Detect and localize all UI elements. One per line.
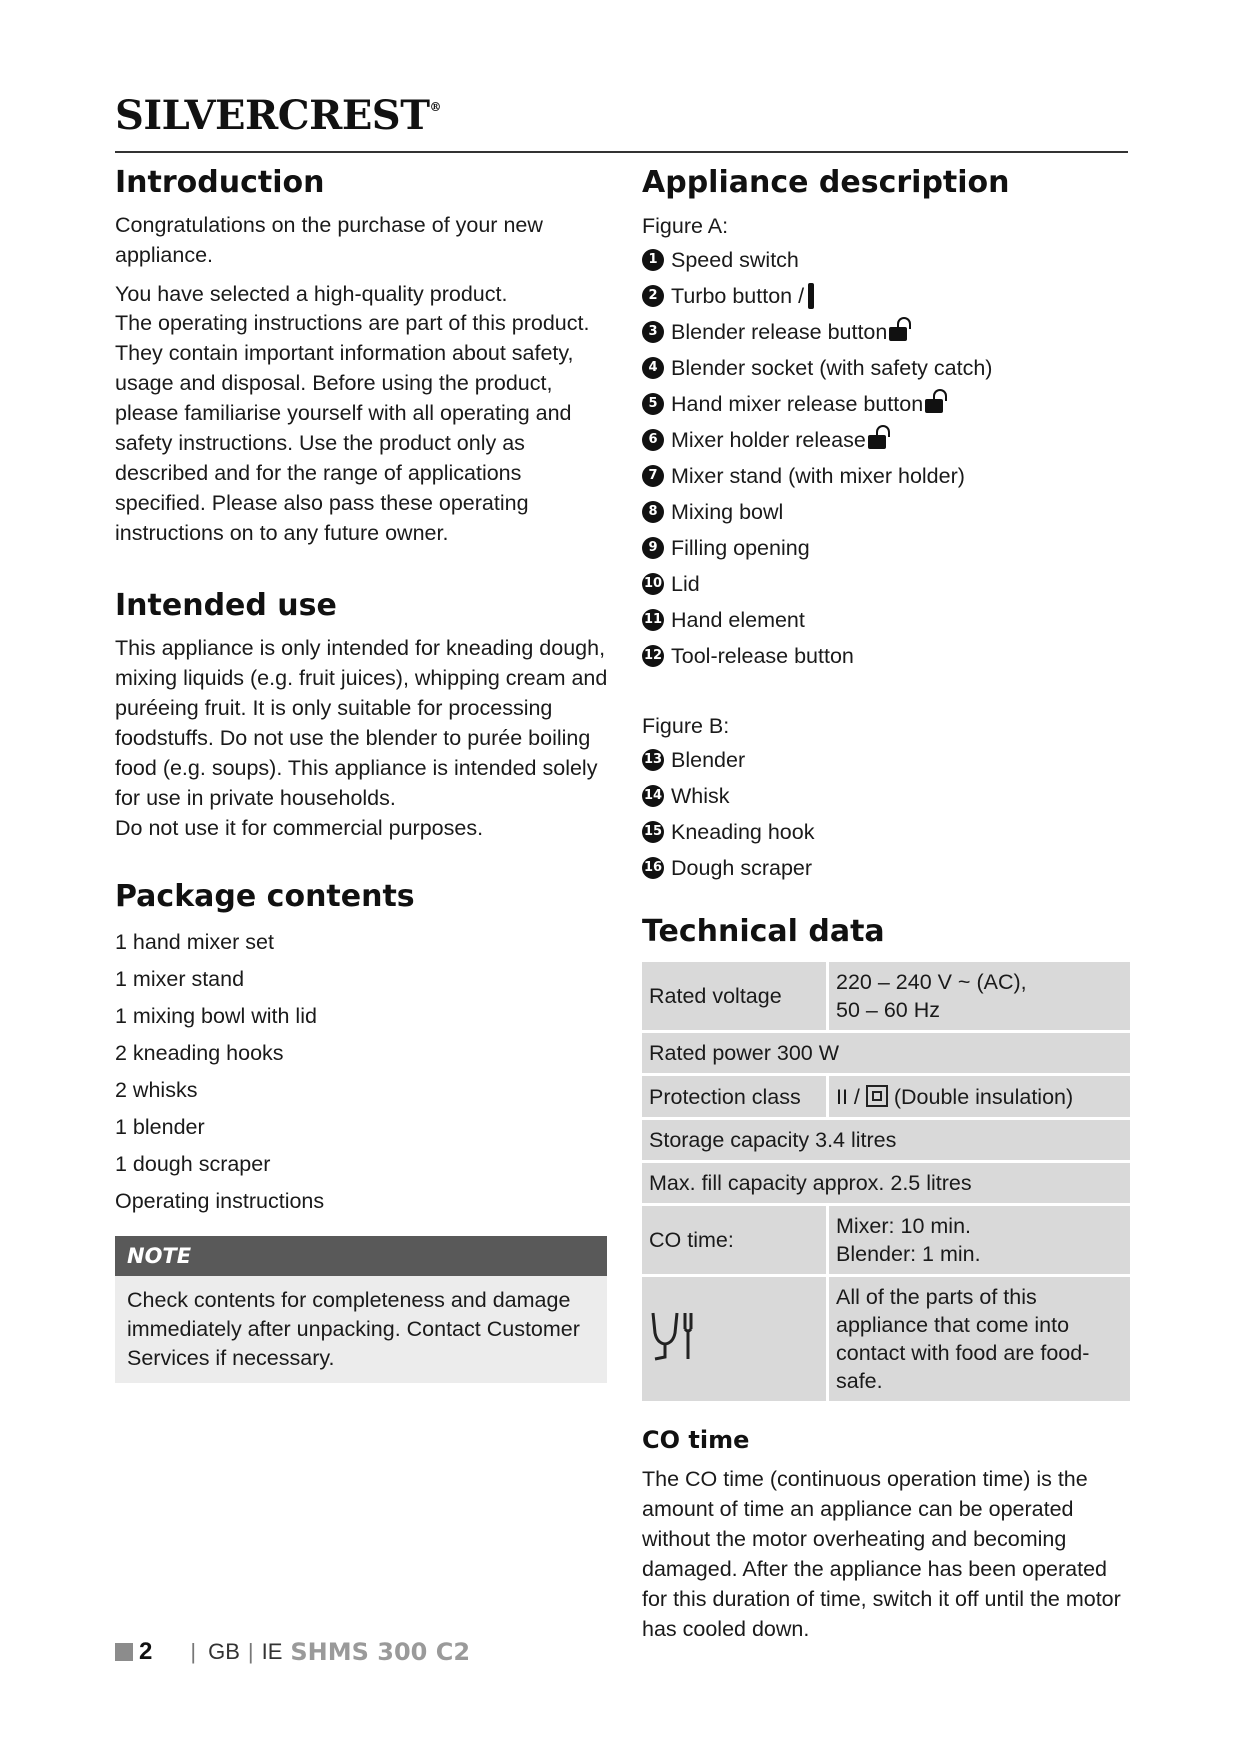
unlock-icon xyxy=(889,327,907,341)
number-badge: 9 xyxy=(642,537,664,559)
intro-p2: You have selected a high-quality product. xyxy=(115,282,508,306)
list-item xyxy=(642,778,1132,814)
table-cell: Protection class xyxy=(642,1076,826,1117)
food-safe-icon xyxy=(649,1309,699,1363)
number-badge: 5 xyxy=(642,393,664,415)
table-cell: II / (Double insulation) xyxy=(829,1076,1130,1117)
table-row xyxy=(642,1277,1130,1401)
table-cell: Mixer: 10 min. Blender: 1 min. xyxy=(829,1206,1130,1274)
table-row xyxy=(642,962,1130,1030)
page-marker-icon xyxy=(115,1643,133,1661)
parts-list-b xyxy=(642,742,1132,886)
part-label: Mixing bowl xyxy=(671,500,784,524)
list-item xyxy=(642,314,1132,350)
note-heading: NOTE xyxy=(115,1236,607,1276)
tech-table xyxy=(639,959,1133,1404)
list-item xyxy=(642,494,1132,530)
table-cell: Storage capacity 3.4 litres xyxy=(642,1120,1130,1160)
list-item xyxy=(642,530,1132,566)
table-cell: CO time: xyxy=(642,1206,826,1274)
table-cell: 220 – 240 V ~ (AC), 50 – 60 Hz xyxy=(829,962,1130,1030)
table-row xyxy=(642,1206,1130,1274)
turbo-icon xyxy=(808,283,814,309)
list-item xyxy=(642,458,1132,494)
list-item: 1 mixing bowl with lid xyxy=(115,1004,317,1028)
number-badge: 4 xyxy=(642,357,664,379)
part-label: Speed switch xyxy=(671,248,799,272)
number-badge: 13 xyxy=(642,749,664,771)
package-title: Package contents xyxy=(115,879,415,914)
double-insulation-icon xyxy=(866,1085,888,1107)
intro-p3: The operating instructions are part of this product. They contain important information about safety, usage and disposal. Before using the product, please familiarise yourself with all operating and safety instructions. Use the product only as described and for the range of applications specified. Please also pass these operating instructions on to any future owner. xyxy=(115,311,590,545)
number-badge: 6 xyxy=(642,429,664,451)
list-item xyxy=(642,386,1132,422)
header-rule xyxy=(115,151,1128,153)
page-number: 2 xyxy=(139,1638,153,1665)
part-label: Hand mixer release button xyxy=(671,392,924,416)
intended-p1: This appliance is only intended for kneading dough, mixing liquids (e.g. fruit juices), whipping cream and puréeing fruit. It is only suitable for processing foodstuffs. Do not use the blender to purée boiling food (e.g. soups). This appliance is intended solely for use in private households. xyxy=(115,636,608,810)
list-item xyxy=(642,278,1132,314)
parts-list-a xyxy=(642,242,1132,674)
list-item xyxy=(642,242,1132,278)
appliance-title: Appliance description xyxy=(642,165,1010,200)
table-cell: Rated power 300 W xyxy=(642,1033,1130,1073)
number-badge: 1 xyxy=(642,249,664,271)
intro-p1: Congratulations on the purchase of your new appliance. xyxy=(115,213,543,267)
intended-title: Intended use xyxy=(115,588,337,623)
list-item xyxy=(642,850,1132,886)
number-badge: 14 xyxy=(642,785,664,807)
number-badge: 10 xyxy=(642,573,664,595)
table-row xyxy=(642,1163,1130,1203)
part-label: Whisk xyxy=(671,784,730,808)
list-item: Operating instructions xyxy=(115,1189,325,1213)
figure-a-label: Figure A: xyxy=(642,214,729,238)
figure-b-label: Figure B: xyxy=(642,714,730,738)
table-row xyxy=(642,1076,1130,1117)
table-row xyxy=(642,1120,1130,1160)
list-item: 1 mixer stand xyxy=(115,967,245,991)
part-label: Hand element xyxy=(671,608,805,632)
number-badge: 7 xyxy=(642,465,664,487)
list-item xyxy=(642,602,1132,638)
list-item xyxy=(642,566,1132,602)
number-badge: 11 xyxy=(642,609,664,631)
list-item: 2 kneading hooks xyxy=(115,1041,284,1065)
list-item: 1 dough scraper xyxy=(115,1152,271,1176)
part-label: Mixer holder release xyxy=(671,428,866,452)
part-label: Mixer stand (with mixer holder) xyxy=(671,464,965,488)
part-label: Blender release button xyxy=(671,320,888,344)
part-label: Blender xyxy=(671,748,746,772)
table-cell: All of the parts of this appliance that come into contact with food are food-safe. xyxy=(829,1277,1130,1401)
co-title: CO time xyxy=(642,1426,750,1454)
note-box xyxy=(115,1236,607,1383)
list-item xyxy=(642,742,1132,778)
page-footer: 2 | GB | IE SHMS 300 C2 xyxy=(115,1638,470,1666)
number-badge: 15 xyxy=(642,821,664,843)
brand-logo: SILVERCREST® xyxy=(115,92,441,139)
intro-title: Introduction xyxy=(115,165,325,200)
unlock-icon xyxy=(925,399,943,413)
part-label: Blender socket (with safety catch) xyxy=(671,356,993,380)
package-list xyxy=(115,924,610,1220)
number-badge: 2 xyxy=(642,285,664,307)
table-cell xyxy=(642,1277,826,1401)
part-label: Turbo button / xyxy=(671,284,805,308)
part-label: Lid xyxy=(671,572,700,596)
intended-p2: Do not use it for commercial purposes. xyxy=(115,816,484,840)
lang-gb: GB xyxy=(208,1639,240,1664)
list-item: 2 whisks xyxy=(115,1078,198,1102)
left-column xyxy=(115,165,610,1383)
list-item xyxy=(642,638,1132,674)
table-cell: Max. fill capacity approx. 2.5 litres xyxy=(642,1163,1130,1203)
co-paragraph: The CO time (continuous operation time) is the amount of time an appliance can be operated without the motor overheating and becoming damaged. After the appliance has been operated for this duration of time, switch it off until the motor has cooled down. xyxy=(642,1467,1121,1641)
lang-ie: IE xyxy=(261,1639,283,1664)
list-item xyxy=(642,422,1132,458)
tech-title: Technical data xyxy=(642,914,885,949)
list-item xyxy=(642,814,1132,850)
unlock-icon xyxy=(868,435,886,449)
list-item xyxy=(642,350,1132,386)
number-badge: 16 xyxy=(642,857,664,879)
part-label: Dough scraper xyxy=(671,856,813,880)
number-badge: 8 xyxy=(642,501,664,523)
list-item: 1 hand mixer set xyxy=(115,930,274,954)
table-row xyxy=(642,1033,1130,1073)
model-number: SHMS 300 C2 xyxy=(290,1638,471,1666)
part-label: Filling opening xyxy=(671,536,810,560)
number-badge: 3 xyxy=(642,321,664,343)
note-body: Check contents for completeness and damage immediately after unpacking. Contact Customer Services if necessary. xyxy=(115,1276,607,1383)
number-badge: 12 xyxy=(642,645,664,667)
part-label: Kneading hook xyxy=(671,820,815,844)
table-cell: Rated voltage xyxy=(642,962,826,1030)
right-column xyxy=(642,165,1132,1644)
part-label: Tool-release button xyxy=(671,644,854,668)
list-item: 1 blender xyxy=(115,1115,205,1139)
